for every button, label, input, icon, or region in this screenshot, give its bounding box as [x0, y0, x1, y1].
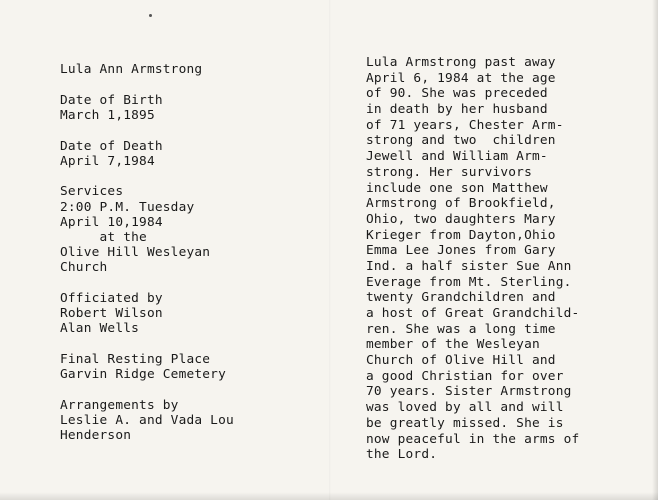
- obituary-line: strong. Her survivors: [366, 164, 532, 180]
- arrangements-line: Leslie A. and Vada Lou: [60, 413, 234, 429]
- officiant: Alan Wells: [60, 321, 140, 337]
- obituary-line: now peaceful in the arms of: [366, 431, 580, 447]
- obituary-line: strong and two children: [366, 133, 556, 149]
- officiated-label: Officiated by: [60, 291, 163, 307]
- obituary-line: a host of Great Grandchild-: [366, 306, 580, 321]
- resting-place-value: Garvin Ridge Cemetery: [60, 367, 226, 383]
- services-line: Olive Hill Wesleyan: [60, 245, 211, 261]
- birth-date: March 1,1895: [60, 107, 155, 123]
- obituary-line: Krieger from Dayton,Ohio: [366, 227, 556, 243]
- resting-place-label: Final Resting Place: [60, 352, 211, 368]
- obituary-line: of 90. She was preceded: [366, 86, 548, 102]
- obituary-line: was loved by all and will: [366, 400, 564, 416]
- arrangements-label: Arrangements by: [60, 398, 179, 413]
- services-line: Church: [60, 260, 108, 276]
- obituary-line: twenty Grandchildren and: [366, 290, 556, 306]
- obituary-line: Jewell and William Arm-: [366, 149, 548, 165]
- obituary-line: in death by her husband: [366, 102, 548, 118]
- services-line: at the: [60, 230, 147, 245]
- birth-label: Date of Birth: [60, 92, 163, 108]
- obituary-line: Everage from Mt. Sterling.: [366, 274, 572, 290]
- obituary-line: Church of Olive Hill and: [366, 353, 556, 369]
- obituary-line: a good Christian for over: [366, 368, 564, 384]
- arrangements-line: Henderson: [60, 428, 132, 444]
- arrangements-block: [60, 398, 320, 444]
- obituary-line: Lula Armstrong past away: [366, 55, 556, 70]
- obituary-line: include one son Matthew: [366, 180, 548, 196]
- obituary-line: ren. She was a long time: [366, 321, 556, 337]
- obituary-line: Emma Lee Jones from Gary: [366, 243, 556, 259]
- services-block: [60, 184, 320, 275]
- obituary-panel: [366, 55, 646, 463]
- obituary-line: Armstrong of Brookfield,: [366, 196, 556, 212]
- left-panel: [60, 62, 320, 459]
- death-date: April 7,1984: [60, 153, 155, 169]
- services-label: Services: [60, 184, 124, 200]
- card-fold: [329, 0, 331, 500]
- deceased-name: Lula Ann Armstrong: [60, 62, 203, 77]
- obituary-line: April 6, 1984 at the age: [366, 70, 556, 86]
- officiated-block: [60, 291, 320, 337]
- death-block: [60, 139, 320, 169]
- obituary-line: member of the Wesleyan: [366, 337, 540, 353]
- deceased-name-block: [60, 62, 320, 77]
- card-edge-shadow: [652, 0, 658, 500]
- services-line: 2:00 P.M. Tuesday: [60, 199, 195, 215]
- resting-place-block: [60, 352, 320, 382]
- birth-block: [60, 93, 320, 123]
- death-label: Date of Death: [60, 138, 163, 154]
- obituary-line: Ohio, two daughters Mary: [366, 211, 556, 227]
- obituary-line: the Lord.: [366, 447, 438, 463]
- services-line: April 10,1984: [60, 214, 163, 230]
- card-bottom-shadow: [0, 492, 658, 500]
- obituary-line: Ind. a half sister Sue Ann: [366, 258, 572, 274]
- obituary-line: 70 years. Sister Armstrong: [366, 384, 572, 400]
- obituary-line: be greatly missed. She is: [366, 415, 564, 431]
- paper-speck: [149, 14, 152, 17]
- officiant: Robert Wilson: [60, 306, 163, 322]
- obituary-line: of 71 years, Chester Arm-: [366, 117, 564, 133]
